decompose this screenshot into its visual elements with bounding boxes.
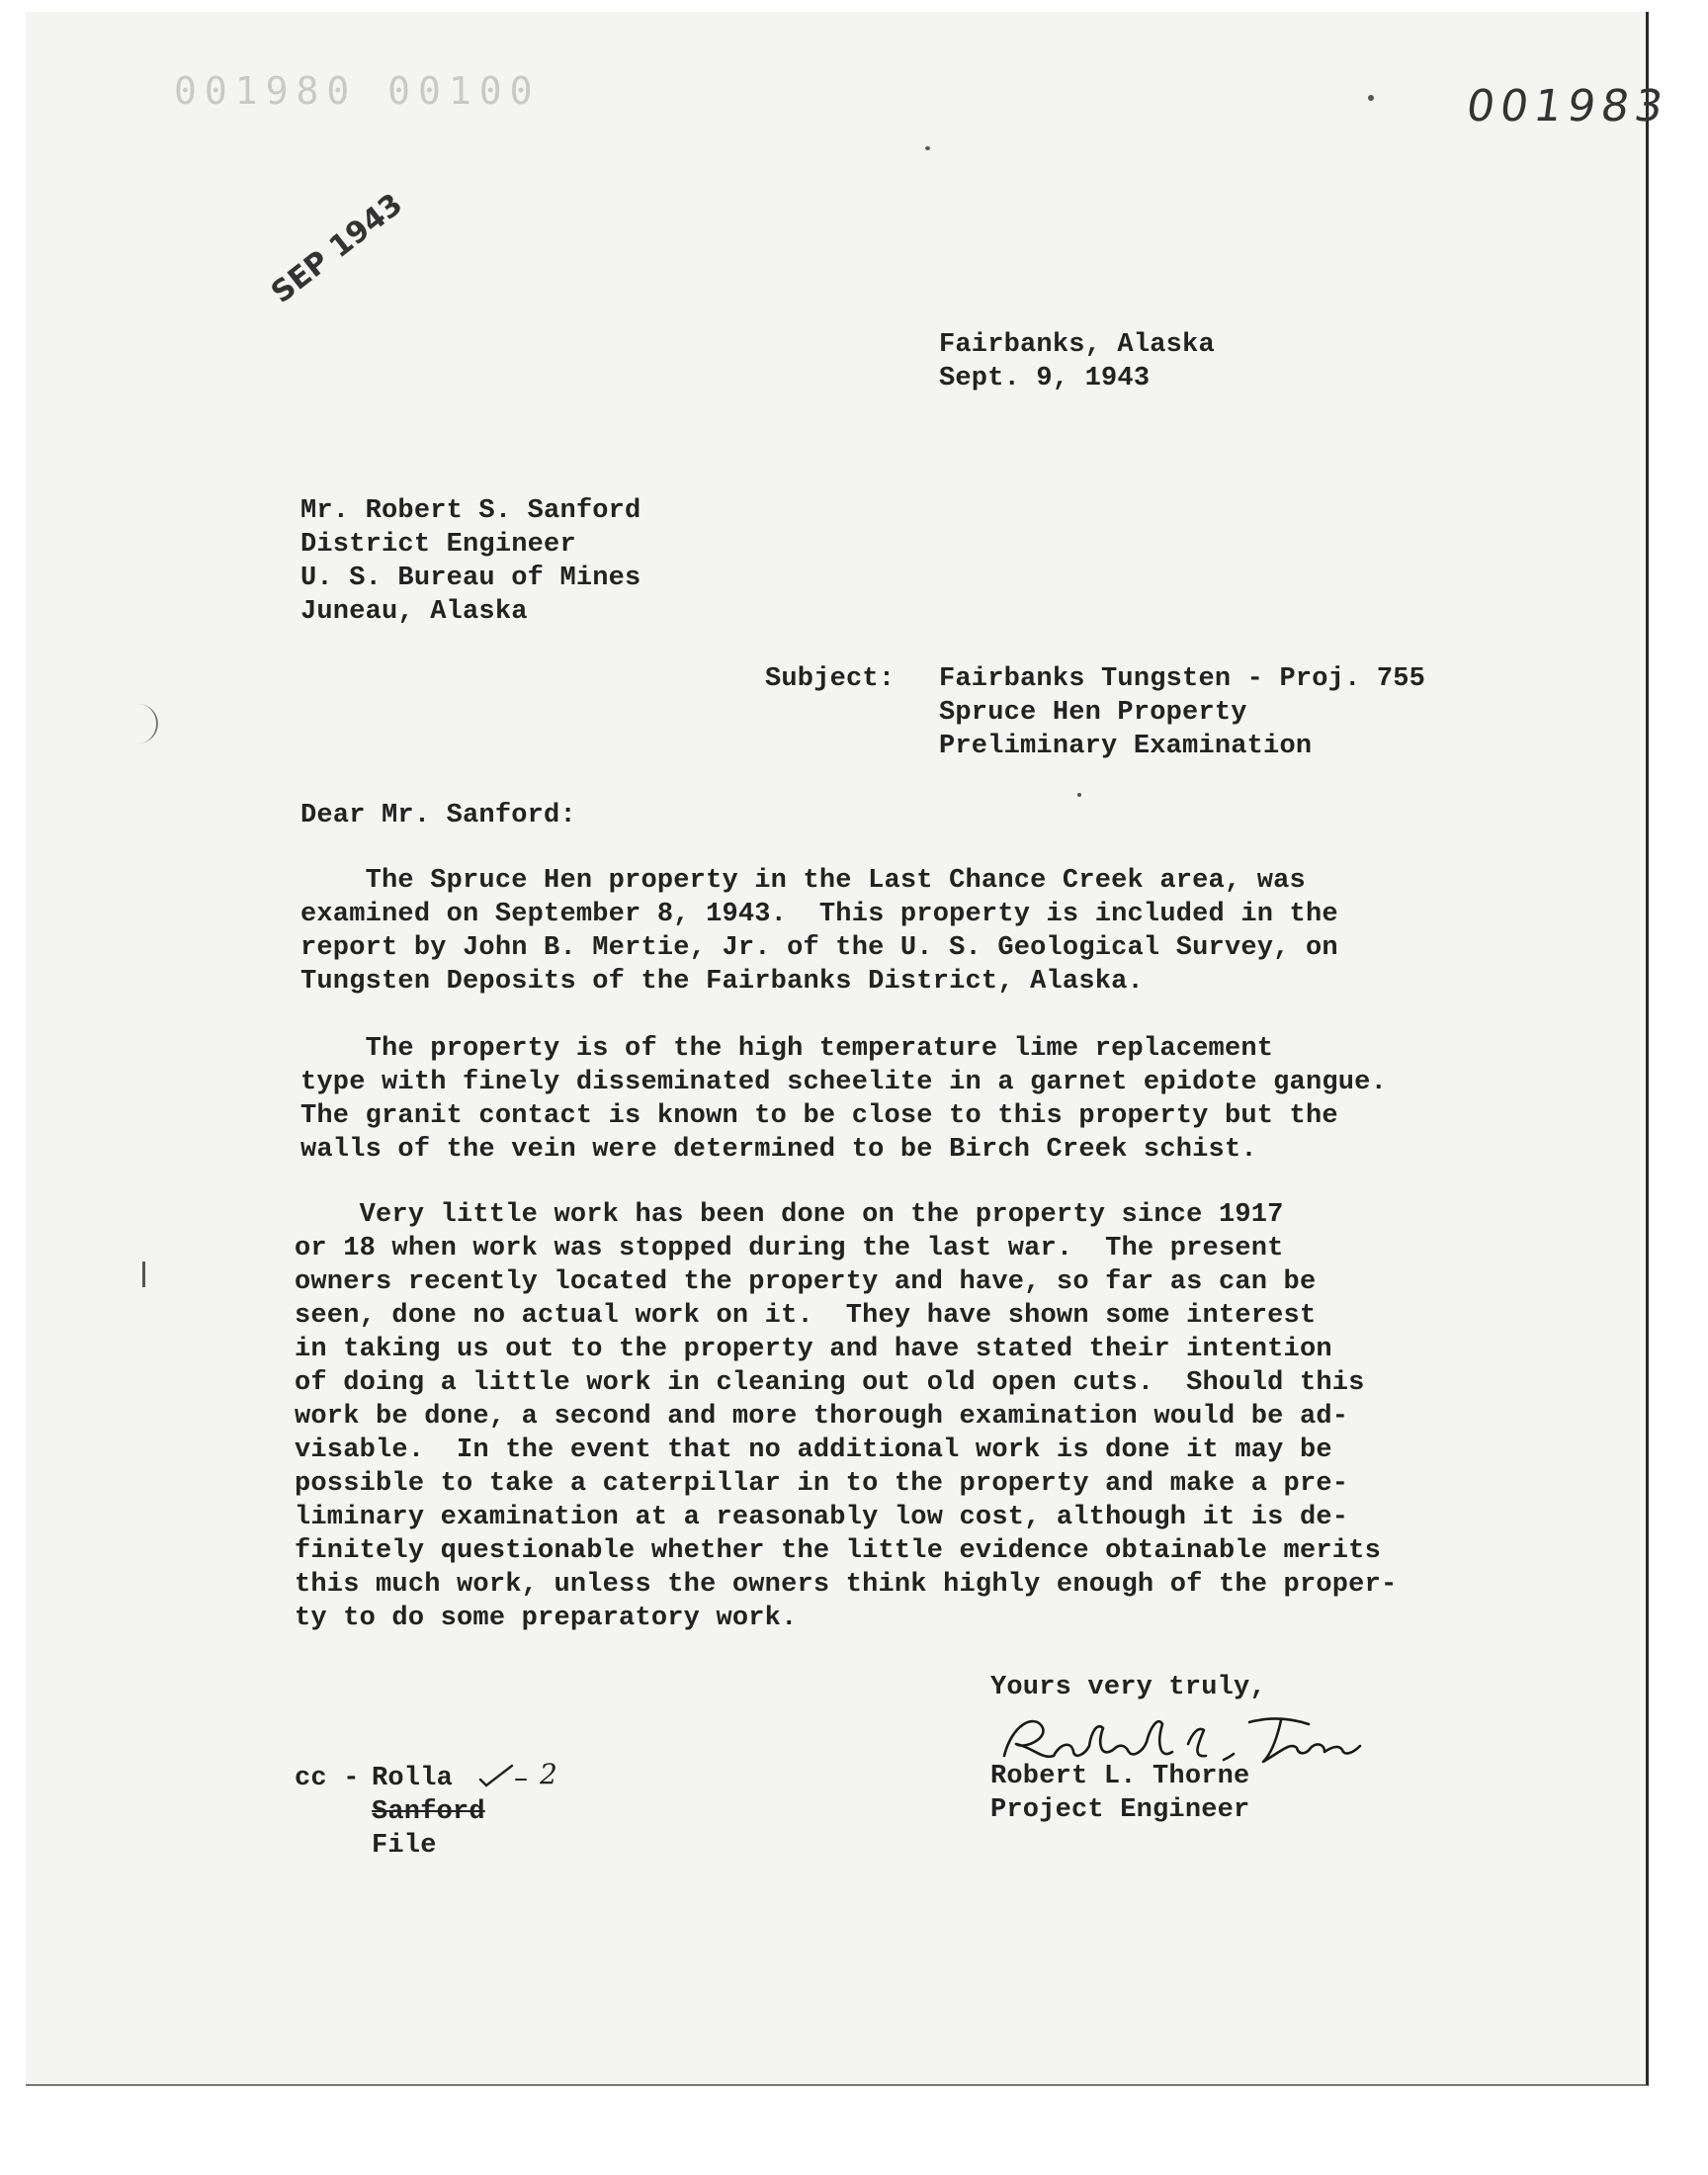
scan-mark — [142, 1262, 145, 1287]
subject-label: Subject: — [765, 664, 896, 694]
signer-title: Project Engineer — [990, 1795, 1250, 1825]
paragraph-line: in taking us out to the property and have stated their intention — [295, 1335, 1332, 1364]
scan-speck — [1077, 793, 1081, 797]
paragraph-line: ty to do some preparatory work. — [295, 1604, 798, 1633]
subject-line: Fairbanks Tungsten - Proj. 755 — [939, 664, 1426, 694]
recipient-line: Juneau, Alaska — [300, 597, 528, 627]
paragraph-line: possible to take a caterpillar in to the property and make a pre- — [295, 1469, 1349, 1499]
paragraph-line: owners recently located the property and have, so far as can be — [295, 1267, 1317, 1297]
letter-page — [26, 12, 1672, 2086]
ghost-number-text: 001980 00100 — [174, 69, 541, 113]
subject-line: Preliminary Examination — [939, 732, 1313, 761]
paragraph-line: liminary examination at a reasonably low cost, although it is de- — [295, 1503, 1349, 1532]
cc-label: cc - — [295, 1764, 360, 1793]
paragraph-line: examined on September 8, 1943. This property is included in the — [300, 900, 1338, 929]
paragraph-line: The Spruce Hen property in the Last Chance Creek area, was — [300, 866, 1306, 896]
cc-recipient-struck: Sanford — [372, 1797, 485, 1827]
subject-line: Spruce Hen Property — [939, 698, 1247, 728]
salutation: Dear Mr. Sanford: — [300, 801, 576, 830]
scan-speck — [925, 146, 930, 150]
cc-recipient: File — [372, 1831, 437, 1861]
body-paragraph — [295, 1198, 1397, 1635]
paragraph-line: walls of the vein were determined to be Birch Creek schist. — [300, 1135, 1257, 1165]
paragraph-line: or 18 when work was stopped during the last war. The present — [295, 1234, 1284, 1263]
recipient-line: U. S. Bureau of Mines — [300, 564, 641, 593]
recipient-line: Mr. Robert S. Sanford — [300, 496, 641, 526]
paragraph-line: Very little work has been done on the property since 1917 — [295, 1200, 1284, 1230]
paragraph-line: Tungsten Deposits of the Fairbanks District, Alaska. — [300, 967, 1144, 997]
body-paragraph — [300, 1032, 1387, 1167]
letter-date: Sept. 9, 1943 — [939, 364, 1151, 393]
paragraph-line: type with finely disseminated scheelite in a garnet epidote gangue. — [300, 1068, 1387, 1097]
paragraph-line: this much work, unless the owners think highly enough of the proper- — [295, 1570, 1398, 1600]
paragraph-line: report by John B. Mertie, Jr. of the U. S. Geological Survey, on — [300, 933, 1338, 963]
paragraph-line: seen, done no actual work on it. They have shown some interest — [295, 1301, 1317, 1331]
cc-recipient: Rolla — [372, 1764, 454, 1793]
letter-place: Fairbanks, Alaska — [939, 330, 1215, 360]
recipient-line: District Engineer — [300, 530, 576, 560]
ghost-stamp-number — [174, 69, 541, 113]
cc-annotation: 2 — [540, 1758, 557, 1790]
closing: Yours very truly, — [990, 1673, 1266, 1702]
paragraph-line: visable. In the event that no additional work is done it may be — [295, 1436, 1332, 1465]
scan-mark — [136, 704, 158, 743]
paragraph-line: finitely questionable whether the little evidence obtainable merits — [295, 1536, 1381, 1566]
paragraph-line: The property is of the high temperature lime replacement — [300, 1034, 1274, 1064]
body-paragraph — [300, 864, 1338, 999]
scan-speck — [1368, 95, 1374, 101]
paragraph-line: The granit contact is known to be close to this property but the — [300, 1101, 1338, 1131]
document-number: 001983 — [1463, 81, 1672, 131]
paragraph-line: of doing a little work in cleaning out old open cuts. Should this — [295, 1368, 1365, 1398]
paragraph-line: work be done, a second and more thorough examination would be ad- — [295, 1402, 1349, 1432]
date-stamp: SEP 1943 — [264, 187, 410, 310]
signer-name: Robert L. Thorne — [990, 1762, 1250, 1791]
